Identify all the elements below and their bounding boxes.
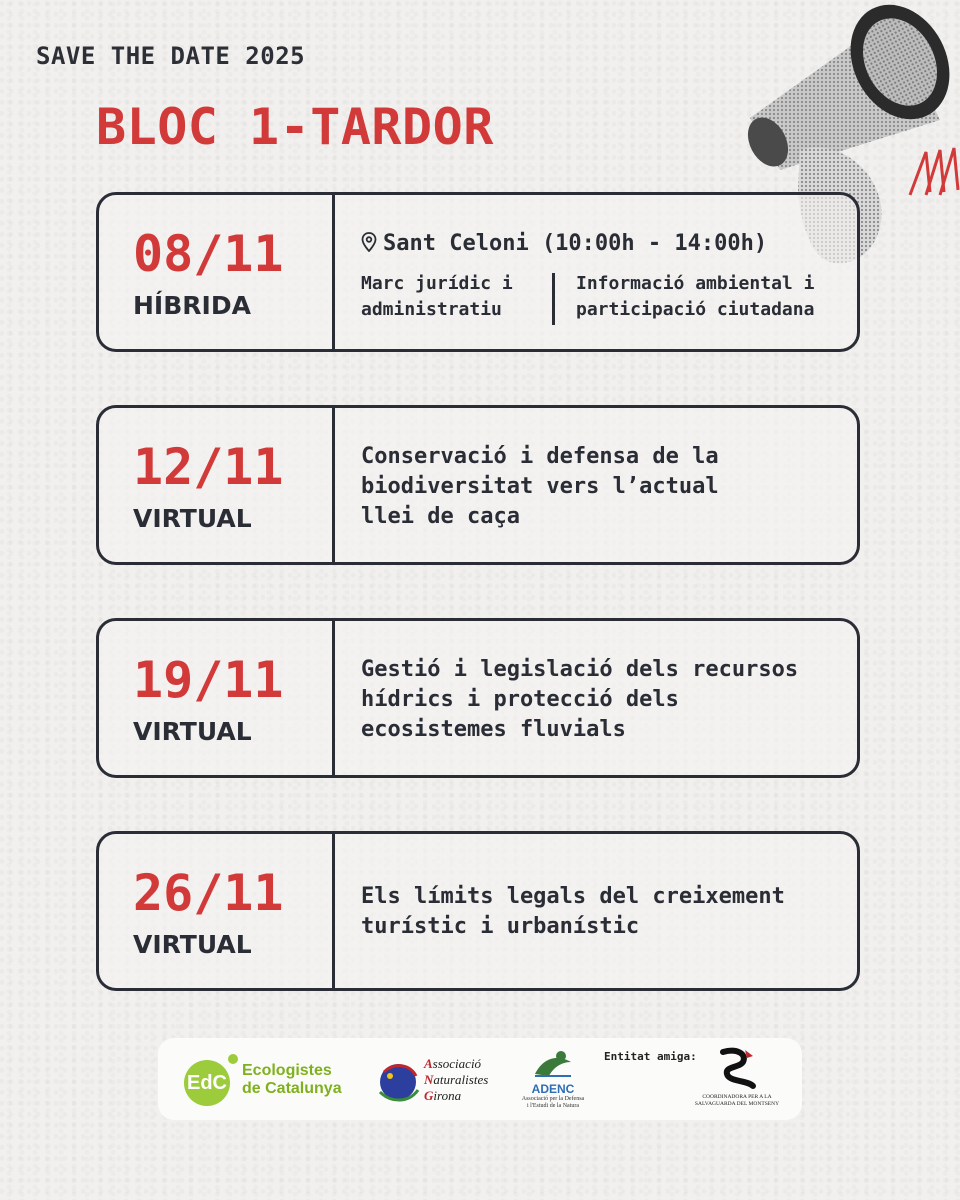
event-mode: VIRTUAL: [133, 717, 252, 746]
event-topic-line: llei de caça: [361, 504, 520, 529]
event-topic-line: ecosistemes fluvials: [361, 717, 626, 742]
save-the-date-kicker: SAVE THE DATE 2025: [36, 42, 306, 70]
adenc-bird-icon: [531, 1048, 575, 1078]
event-card-1: [96, 192, 860, 352]
event-date-panel: [99, 408, 335, 562]
edc-name: [242, 1062, 342, 1098]
event-date: 12/11: [133, 438, 284, 496]
event-topic-line: hídrics i protecció dels: [361, 687, 679, 712]
edc-logo: EdC: [184, 1060, 230, 1106]
location-pin-icon: [361, 232, 377, 252]
event-card-3: [96, 618, 860, 778]
event-date: 19/11: [133, 651, 284, 709]
adenc-name: ADENC: [531, 1082, 575, 1096]
event-details: [361, 195, 841, 349]
event-date-panel: [99, 195, 335, 349]
event-topic-line: biodiversitat vers l’actual: [361, 474, 719, 499]
event-mode: VIRTUAL: [133, 504, 252, 533]
coordinadora-sub-line: SALVAGUARDA DEL MONTSENY: [694, 1101, 780, 1107]
adenc-logo: [520, 1048, 586, 1110]
montseny-emblem-icon: [713, 1046, 761, 1090]
event-topic-line: Els límits legals del creixement: [361, 884, 785, 909]
event-date-panel: [99, 621, 335, 775]
event-card-4: [96, 831, 860, 991]
event-topic-line: Gestió i legislació dels recursos: [361, 657, 799, 682]
event-date: 26/11: [133, 864, 284, 922]
event-date-panel: [99, 834, 335, 988]
coordinadora-sub-line: COORDINADORA PER A LA: [702, 1094, 772, 1100]
friend-entity-label: Entitat amiga:: [604, 1050, 697, 1063]
event-mode: HÍBRIDA: [133, 291, 251, 320]
adenc-sub-line: Associació per la Defensa: [521, 1096, 585, 1102]
ang-logo-icon: [370, 1052, 426, 1108]
session-b-line: participació ciutadana: [576, 299, 815, 320]
event-details: [361, 834, 841, 988]
partner-logos: [158, 1038, 802, 1120]
edc-name-line: de Catalunya: [242, 1080, 342, 1097]
session-b-line: Informació ambiental i: [576, 273, 815, 294]
event-card-2: [96, 405, 860, 565]
session-b: [576, 271, 814, 323]
ang-name: [424, 1056, 488, 1104]
edc-logo-dot: [228, 1054, 238, 1064]
event-details: [361, 408, 841, 562]
event-location: [361, 231, 767, 256]
coordinadora-logo: [694, 1046, 780, 1108]
event-mode: VIRTUAL: [133, 930, 252, 959]
session-a: [361, 271, 513, 323]
session-divider: [552, 273, 555, 325]
event-date: 08/11: [133, 225, 284, 283]
adenc-sub-line: i l'Estudi de la Natura: [526, 1103, 580, 1109]
event-location-text: Sant Celoni (10:00h - 14:00h): [383, 231, 768, 256]
event-topic-line: turístic i urbanístic: [361, 914, 640, 939]
page-title: BLOC 1-TARDOR: [96, 98, 494, 156]
event-topic-line: Conservació i defensa de la: [361, 444, 719, 469]
ang-name-line: Naturalistes: [424, 1072, 489, 1087]
ang-name-line: Girona: [424, 1088, 462, 1103]
ang-name-line: Associació: [424, 1056, 482, 1071]
session-a-line: administratiu: [361, 299, 502, 320]
event-details: [361, 621, 841, 775]
session-a-line: Marc jurídic i: [361, 273, 513, 294]
edc-name-line: Ecologistes: [242, 1062, 332, 1079]
